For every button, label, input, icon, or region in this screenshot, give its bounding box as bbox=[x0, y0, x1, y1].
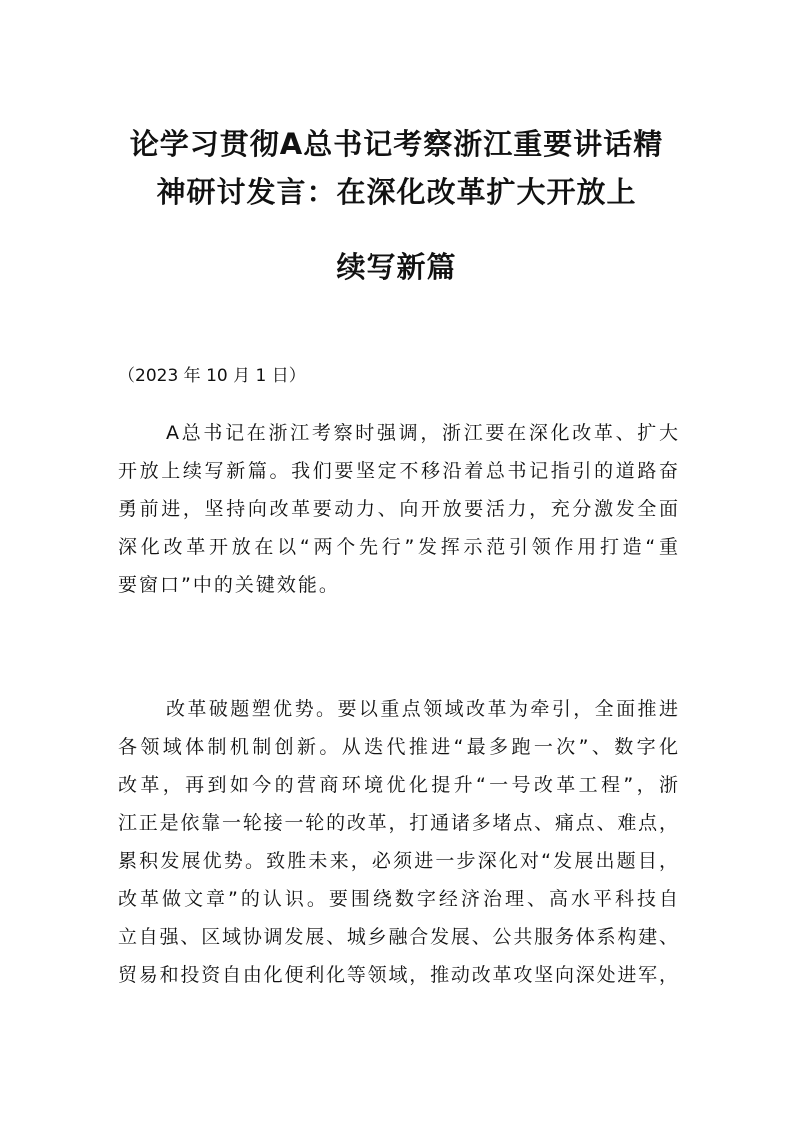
document-title-line-2: 神研讨发言：在深化改革扩大开放上 bbox=[156, 175, 637, 209]
paragraph-line: 深化改革开放在以“两个先行”发挥示范引领作用打造“重 bbox=[118, 536, 678, 558]
paragraph-line: 勇前进，坚持向改革要动力、向开放要活力，充分激发全面 bbox=[118, 498, 678, 520]
paragraph-line: 要窗口”中的关键效能。 bbox=[118, 574, 340, 596]
paragraph-line: 贸易和投资自由化便利化等领域，推动改革攻坚向深处进军， bbox=[118, 964, 678, 986]
document-title-line-1: 论学习贯彻A总书记考察浙江重要讲话精 bbox=[129, 127, 664, 161]
paragraph-2 bbox=[118, 690, 678, 994]
paragraph-line: 改革破题塑优势。要以重点领域改革为牵引，全面推进 bbox=[166, 698, 678, 720]
document-title-line-3: 续写新篇 bbox=[336, 250, 457, 284]
paragraph-line: 改革，再到如今的营商环境优化提升“一号改革工程”，浙 bbox=[118, 774, 678, 796]
paragraph-1 bbox=[118, 414, 678, 604]
paragraph-line: 开放上续写新篇。我们要坚定不移沿着总书记指引的道路奋 bbox=[118, 460, 678, 482]
document-date: （2023 年 10 月 1 日） bbox=[118, 366, 306, 386]
paragraph-line: 各领域体制机制创新。从迭代推进“最多跑一次”、数字化 bbox=[118, 736, 678, 758]
paragraph-line: 立自强、区域协调发展、城乡融合发展、公共服务体系构建、 bbox=[118, 926, 678, 948]
paragraph-line: A总书记在浙江考察时强调，浙江要在深化改革、扩大 bbox=[166, 422, 678, 444]
paragraph-line: 江正是依靠一轮接一轮的改革，打通诸多堵点、痛点、难点， bbox=[118, 812, 678, 834]
paragraph-line: 改革做文章”的认识。要围绕数字经济治理、高水平科技自 bbox=[118, 888, 678, 910]
paragraph-line: 累积发展优势。致胜未来，必须进一步深化对“发展出题目， bbox=[118, 850, 678, 872]
